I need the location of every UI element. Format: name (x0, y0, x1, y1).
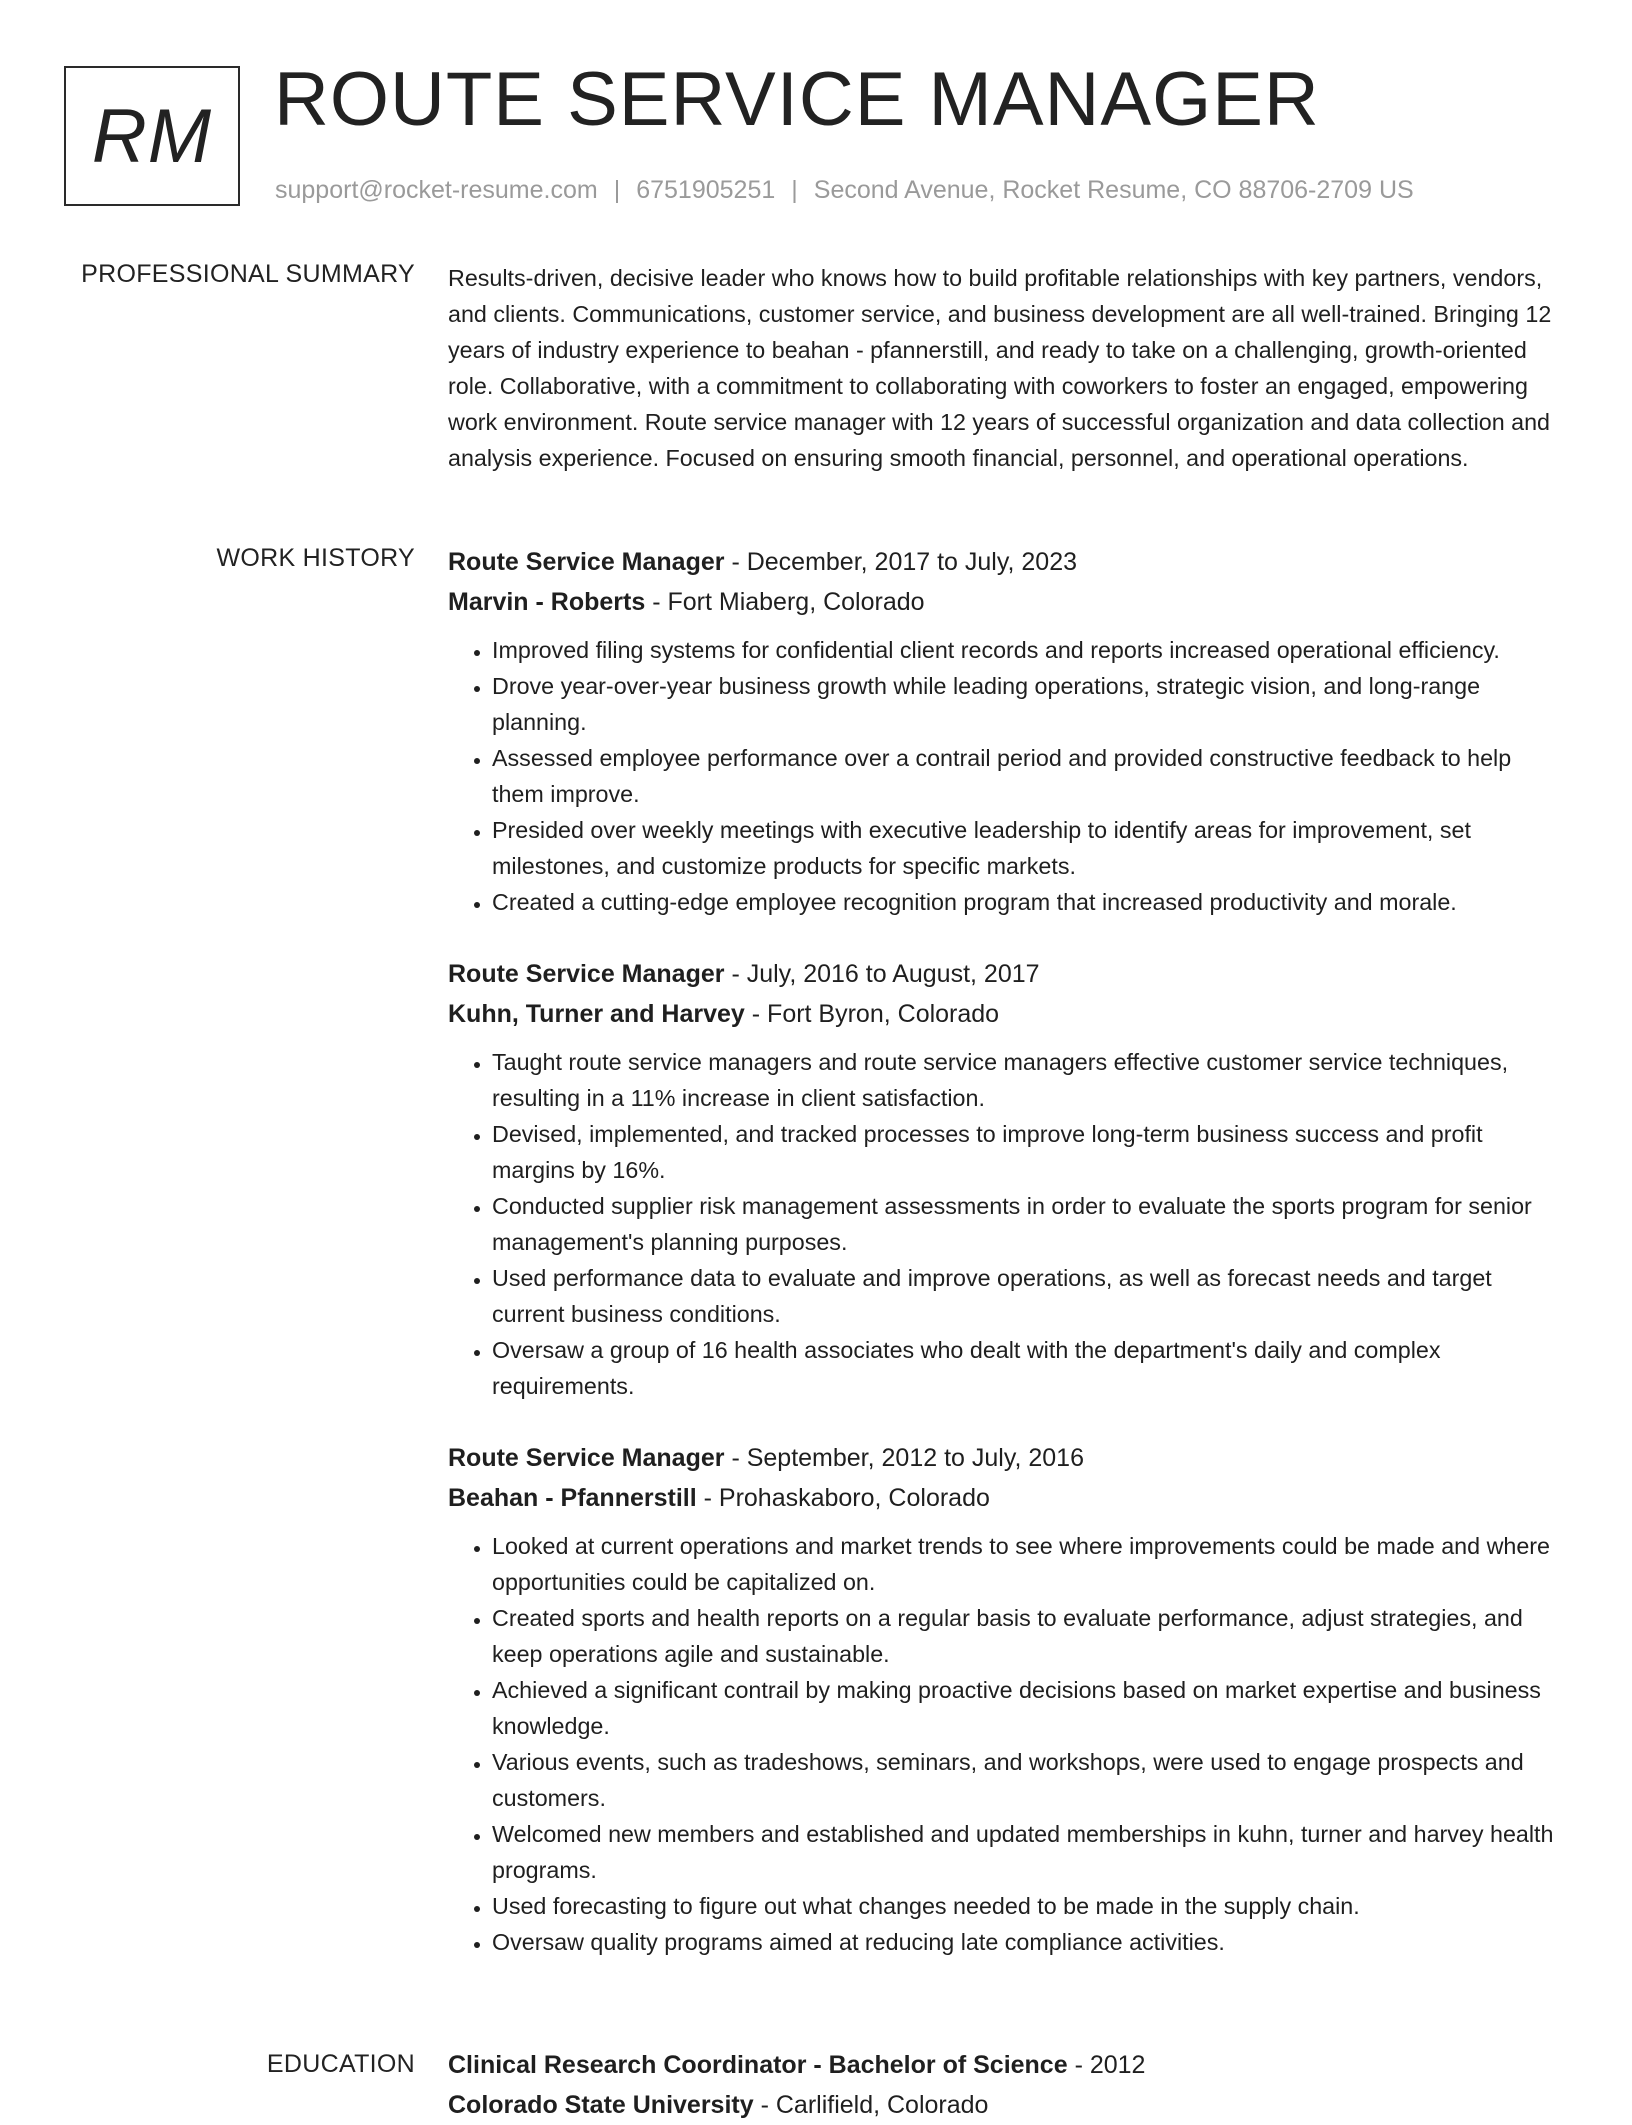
list-item: • Presided over weekly meetings with executive leadership to identify areas for improvement, set milestones, and customize products for specific markets. (492, 812, 1560, 884)
contact-email: support@rocket-resume.com (275, 176, 598, 204)
contact-line (275, 176, 1414, 205)
job-title: Route Service Manager (448, 1444, 725, 1472)
job-bullets (448, 1528, 1560, 1960)
section-label-summary: PROFESSIONAL SUMMARY (81, 260, 415, 288)
job-entry (448, 542, 1560, 920)
job-location: - Fort Byron, Colorado (744, 1000, 1000, 1028)
job-company: Beahan - Pfannerstill (448, 1484, 697, 1512)
list-item: • Used performance data to evaluate and improve operations, as well as forecast needs and target current business conditions. (492, 1260, 1560, 1332)
education-location: - Carlifield, Colorado (753, 2091, 989, 2119)
education-school-line (448, 2085, 1560, 2125)
job-dates: - July, 2016 to August, 2017 (724, 960, 1040, 988)
job-entry (448, 954, 1560, 1404)
list-item: • Taught route service managers and route service managers effective customer service techniques, resulting in a 11% increase in client satisfaction. (492, 1044, 1560, 1116)
job-title-line (448, 954, 1560, 994)
monogram: RM (64, 66, 240, 206)
job-location: - Fort Miaberg, Colorado (645, 588, 925, 616)
list-item: • Assessed employee performance over a contrail period and provided constructive feedback to help them improve. (492, 740, 1560, 812)
contact-separator: | (791, 176, 798, 204)
list-item: • Used forecasting to figure out what changes needed to be made in the supply chain. (492, 1888, 1560, 1924)
education-school: Colorado State University (448, 2091, 754, 2119)
list-item: • Drove year-over-year business growth while leading operations, strategic vision, and long-range planning. (492, 668, 1560, 740)
list-item: • Created sports and health reports on a regular basis to evaluate performance, adjust strategies, and keep operations agile and sustainable. (492, 1600, 1560, 1672)
list-item: • Welcomed new members and established and updated memberships in kuhn, turner and harvey health programs. (492, 1816, 1560, 1888)
job-location: - Prohaskaboro, Colorado (696, 1484, 990, 1512)
list-item: • Oversaw quality programs aimed at reducing late compliance activities. (492, 1924, 1560, 1960)
section-label-education: EDUCATION (266, 2050, 415, 2078)
job-title: Route Service Manager (448, 960, 725, 988)
list-item: • Improved filing systems for confidential client records and reports increased operational efficiency. (492, 632, 1560, 668)
job-company: Marvin - Roberts (448, 588, 646, 616)
list-item: • Devised, implemented, and tracked processes to improve long-term business success and profit margins by 16%. (492, 1116, 1560, 1188)
job-bullets (448, 1044, 1560, 1404)
list-item: • Conducted supplier risk management assessments in order to evaluate the sports program for senior management's planning purposes. (492, 1188, 1560, 1260)
page-title: ROUTE SERVICE MANAGER (274, 57, 1320, 142)
job-title: Route Service Manager (448, 548, 725, 576)
education-degree-line (448, 2045, 1560, 2085)
job-dates: - September, 2012 to July, 2016 (724, 1444, 1084, 1472)
section-label-work-history: WORK HISTORY (216, 544, 415, 572)
list-item: • Oversaw a group of 16 health associates who dealt with the department's daily and complex requirements. (492, 1332, 1560, 1404)
job-company-line (448, 994, 1560, 1034)
education-entry (448, 2045, 1560, 2125)
summary-text: Results-driven, decisive leader who knows how to build profitable relationships with key partners, vendors, and clients. Communications, customer service, and business development are all well-trained. Bringing 12 years of industry experience to beahan - pfannerstill, and ready to take on a challenging, growth-oriented role. Collaborative, with a commitment to collaborating with coworkers to foster an engaged, empowering work environment. Route service manager with 12 years of successful organization and data collection and analysis experience. Focused on ensuring smooth financial, personnel, and operational operations. (448, 265, 1552, 471)
list-item: • Created a cutting-edge employee recognition program that increased productivity and morale. (492, 884, 1560, 920)
job-title-line (448, 1438, 1560, 1478)
job-company-line (448, 582, 1560, 622)
list-item: • Various events, such as tradeshows, seminars, and workshops, were used to engage prospects and customers. (492, 1744, 1560, 1816)
job-company: Kuhn, Turner and Harvey (448, 1000, 745, 1028)
contact-phone: 6751905251 (636, 176, 776, 204)
contact-address: Second Avenue, Rocket Resume, CO 88706-2709 US (813, 176, 1414, 204)
job-dates: - December, 2017 to July, 2023 (724, 548, 1078, 576)
job-company-line (448, 1478, 1560, 1518)
list-item: • Achieved a significant contrail by making proactive decisions based on market expertise and business knowledge. (492, 1672, 1560, 1744)
education-year: - 2012 (1067, 2051, 1146, 2079)
education-degree: Clinical Research Coordinator - Bachelor of Science (448, 2051, 1068, 2079)
contact-separator: | (613, 176, 621, 204)
job-entry (448, 1438, 1560, 1960)
work-history (448, 542, 1560, 1994)
job-bullets (448, 632, 1560, 920)
list-item: • Looked at current operations and market trends to see where improvements could be made and where opportunities could be capitalized on. (492, 1528, 1560, 1600)
job-title-line (448, 542, 1560, 582)
